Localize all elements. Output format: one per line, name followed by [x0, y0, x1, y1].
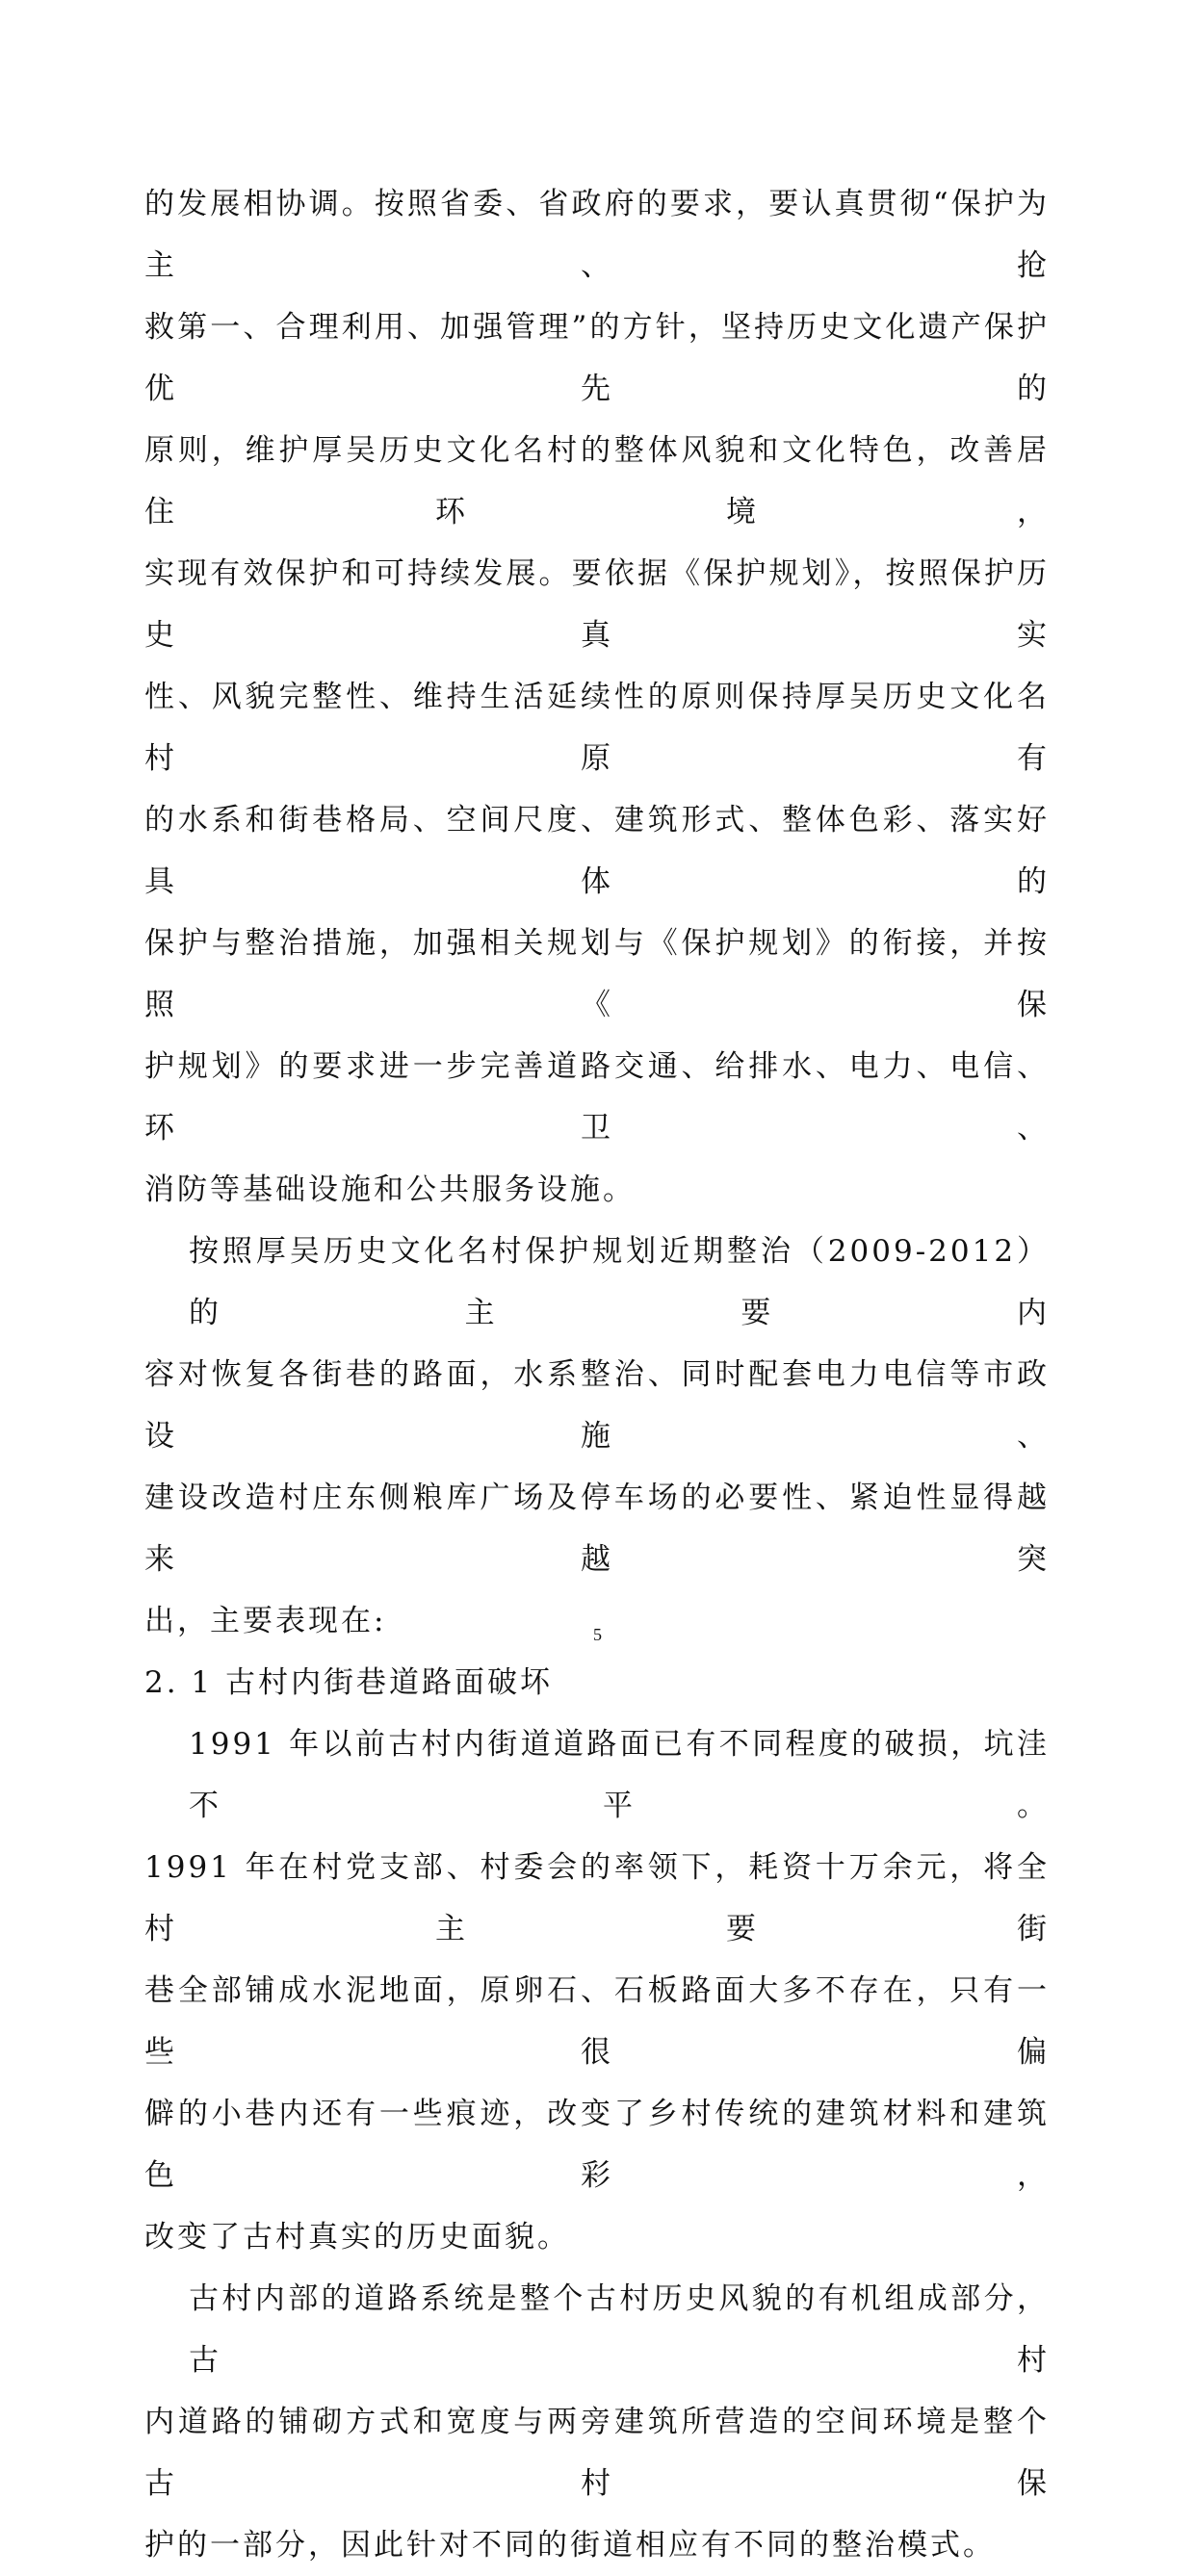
- text-line: 古村内部的道路系统是整个古村历史风貌的有机组成部分，古村: [189, 2281, 1050, 2378]
- page-number: 5: [593, 1625, 602, 1644]
- section-heading: 2. 1 古村内街巷道路面破坏: [144, 1665, 554, 1700]
- paragraph-2: [144, 1221, 1050, 1652]
- text-line: 改变了古村真实的历史面貌。: [144, 2220, 570, 2254]
- text-line: 性、风貌完整性、维持生活延续性的原则保持厚吴历史文化名村原有: [144, 680, 1050, 776]
- text-line: 原则，维护厚吴历史文化名村的整体风貌和文化特色，改善居住环境，: [144, 433, 1050, 529]
- text-line: 1991 年在村党支部、村委会的率领下，耗资十万余元，将全村主要街: [144, 1850, 1050, 1946]
- page-body: [144, 173, 1050, 2576]
- text-line: 容对恢复各街巷的路面，水系整治、同时配套电力电信等市政设施、: [144, 1357, 1050, 1454]
- text-line: 实现有效保护和可持续发展。要依据《保护规划》，按照保护历史真实: [144, 556, 1050, 653]
- text-line: 的水系和街巷格局、空间尺度、建筑形式、整体色彩、落实好具体的: [144, 803, 1050, 899]
- text-line: 出，主要表现在:: [144, 1604, 387, 1638]
- text-line: 救第一、合理利用、加强管理”的方针，坚持历史文化遗产保护优先的: [144, 310, 1050, 406]
- text-line: 1991 年以前古村内街道道路面已有不同程度的破损，坑洼不平。: [189, 1727, 1050, 1823]
- text-line: 建设改造村庄东侧粮库广场及停车场的必要性、紧迫性显得越来越突: [144, 1481, 1050, 1577]
- paragraph-4: [144, 2268, 1050, 2576]
- paragraph-3: [144, 1713, 1050, 2268]
- text-line: 保护与整治措施，加强相关规划与《保护规划》的衔接，并按照《保: [144, 926, 1050, 1022]
- text-line: 护规划》的要求进一步完善道路交通、给排水、电力、电信、环卫、: [144, 1049, 1050, 1146]
- text-line: 的发展相协调。按照省委、省政府的要求，要认真贯彻“保护为主、抢: [144, 187, 1050, 283]
- text-line: 按照厚吴历史文化名村保护规划近期整治（2009-2012）的主要内: [189, 1234, 1050, 1330]
- text-line: 内道路的铺砌方式和宽度与两旁建筑所营造的空间环境是整个古村保: [144, 2405, 1050, 2501]
- text-line: 护的一部分，因此针对不同的街道相应有不同的整治模式。: [144, 2528, 996, 2563]
- text-line: 僻的小巷内还有一些痕迹，改变了乡村传统的建筑材料和建筑色彩，: [144, 2097, 1050, 2193]
- paragraph-1: [144, 173, 1050, 1221]
- text-line: 消防等基础设施和公共服务设施。: [144, 1172, 636, 1207]
- text-line: 巷全部铺成水泥地面，原卵石、石板路面大多不存在，只有一些很偏: [144, 1973, 1050, 2070]
